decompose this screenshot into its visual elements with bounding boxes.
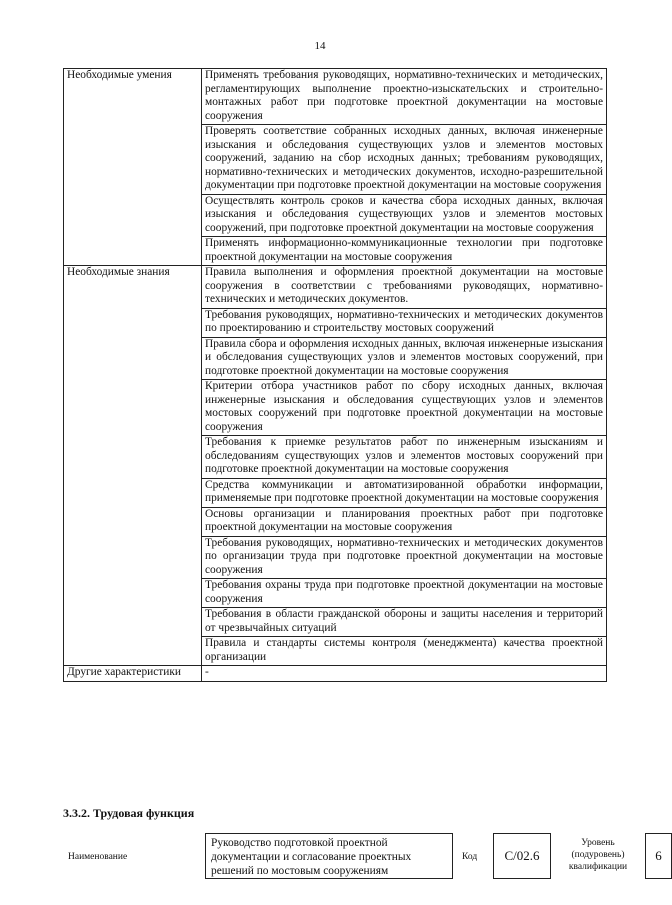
knowledge-item: Требования в области гражданской обороны и защиты населения и территорий от чрезвычайных ситуаций (202, 608, 607, 637)
labor-function-header (63, 829, 662, 889)
code-box: C/02.6 (493, 833, 551, 879)
skill-item: Проверять соответствие собранных исходных данных, включая инженерные изыскания и обследования существующих узлов и элементов мостовых сооружений, заданию на сбор исходных данных; требованиям руководящих, нормативно-технических и методических документов, исходно-разрешительной документации при подготовке проектной документации на мостовые сооружения (202, 125, 607, 195)
table-row (64, 666, 607, 682)
section-title: 3.3.2. Трудовая функция (63, 806, 195, 820)
level-box: 6 (645, 833, 672, 879)
name-label: Наименование (68, 852, 128, 862)
skill-item: Применять требования руководящих, нормативно-технических и методических, регламентирующих выполнение проектно-изыскательских и строительно-монтажных работ при подготовке проектной документации на мостовые сооружения (202, 69, 607, 125)
knowledge-item: Правила и стандарты системы контроля (менеджмента) качества проектной организации (202, 637, 607, 666)
knowledge-item: Основы организации и планирования проектных работ при подготовке проектной документации на мостовые сооружения (202, 507, 607, 536)
function-name-box: Руководство подготовкой проектной документации и согласование проектных решений по мостовым сооружениям (205, 833, 453, 879)
level-label: Уровень (подуровень) квалификации (568, 838, 628, 872)
knowledge-item: Критерии отбора участников работ по сбору исходных данных, включая инженерные изыскания и обследования существующих узлов и элементов мостовых сооружений при подготовке проектной документации на мостовые сооружения (202, 380, 607, 436)
knowledge-label: Необходимые знания (64, 266, 202, 666)
table-row (64, 266, 607, 309)
knowledge-item: Правила сбора и оформления исходных данных, включая инженерные изыскания и обследования существующих узлов и элементов мостовых сооружений, при подготовке проектной документации на мостовые сооружения (202, 337, 607, 380)
knowledge-item: Требования руководящих, нормативно-технических и методических документов по проектированию и строительству мостовых сооружений (202, 308, 607, 337)
requirements-table (63, 68, 607, 682)
table-row (64, 69, 607, 125)
knowledge-item: Требования охраны труда при подготовке проектной документации на мостовые сооружения (202, 579, 607, 608)
knowledge-item: Требования к приемке результатов работ по инженерным изысканиям и обследованиям существующих узлов и элементов мостовых сооружений при подготовке проектной документации на мостовые сооружения (202, 436, 607, 479)
skills-label: Необходимые умения (64, 69, 202, 266)
knowledge-item: Средства коммуникации и автоматизированной обработки информации, применяемые при подготовке проектной документации на мостовые сооружения (202, 478, 607, 507)
skill-item: Осуществлять контроль сроков и качества сбора исходных данных, включая изыскания и обследования существующих узлов и элементов мостовых сооружений, при подготовке проектной документации на мостовые сооружения (202, 194, 607, 237)
page-number: 14 (314, 40, 326, 52)
code-label: Код (462, 852, 478, 862)
knowledge-item: Требования руководящих, нормативно-технических и методических документов по организации труда при подготовке проектной документации на мостовые сооружения (202, 536, 607, 579)
other-characteristics-value: - (202, 666, 607, 682)
skill-item: Применять информационно-коммуникационные технологии при подготовке проектной документации на мостовые сооружения (202, 237, 607, 266)
knowledge-item: Правила выполнения и оформления проектной документации на мостовые сооружения в соответствии с требованиями руководящих, нормативно-технических и методических документов. (202, 266, 607, 309)
other-characteristics-label: Другие характеристики (64, 666, 202, 682)
